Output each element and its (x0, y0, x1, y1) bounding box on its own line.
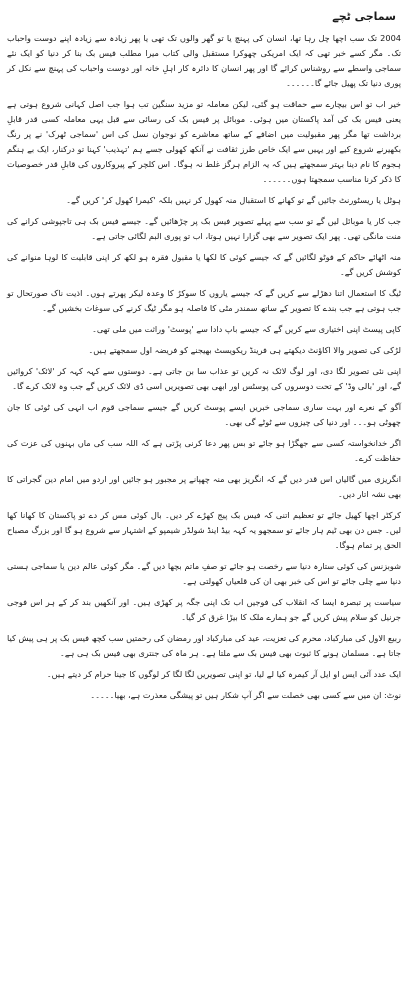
paragraph: انگریزی میں گالیاں اس قدر دیں گے کہ انگریز بھی منہ چھپانے پر مجبور ہو جائیں اور اردو میں امام دین گجراتی کا بھی نشہ اتار دیں۔ (7, 474, 401, 499)
paragraph: خیر اب تو اس بیچارے سے حماقت ہو گئی، لیکن معاملہ تو مزید سنگین تب ہوا جب اصل کہانی شروع ہوتی ہے یعنی فیس بک کی آمد پاکستان میں ہوئی۔ موبائل پر فیس بک کی رسائی سے قبل یہی معاملہ کسی قدر قابلِ برداشت تھا مگر پھر مقبولیت میں اضافے کے ساتھ معاشرے کو نوجوان نسل کی اس 'سماجی ٹھرک' نے پر رنگ بکھیرنے شروع کیے اور یہیں سے ایک خاص طرز ثقافت نے آنکھ کھولی جسے ہم 'تہذیب' کہنا تو درکنار، ایک بے ہنگم ہجوم کا نام دینا بہتر سمجھتے ہیں کہ یہ الزام ہرگز غلط نہ ہوگا۔ اس کلچر کے پیروکاروں کی قابلِ قدر خصوصیات کا ذکر کرنا مناسب سمجھتا ہوں۔۔۔۔۔۔ (7, 99, 401, 184)
paragraph: لڑکی کی تصویر والا اکاؤنٹ دیکھتے ہی فرینڈ ریکویسٹ بھیجنے کو فریضہ اول سمجھتے ہیں۔ (88, 345, 401, 355)
article-title: سماجی ٹچے (332, 10, 396, 23)
paragraph: ٹیگ کا استعمال اتنا دھڑلے سے کریں گے کہ جیسے یاروں کا سوکڑ کا وعدہ لیکر پھرتے ہوں۔ اذیت ناک صورتحال تو جب ہوتی ہے جب بندے کا تصویر کے ساتھ سمندر مٹی کا فاصلہ ہو مگر ٹیگ کرنے کی سوغات بخشیں گے۔ (7, 288, 401, 313)
paragraph: ہوٹل یا ریسٹورنٹ جائیں گے تو کھانے کا استقبال منہ کھول کر نہیں بلکہ 'کیمرا کھول کر' کریں گے۔ (66, 195, 401, 205)
paragraph: جب کار یا موبائل لیں گے تو سب سے پہلے تصویر فیس بک پر چڑھائیں گے۔ جیسے فیس بک ہی تاجپوشی کرانے کی منت مانگی تھی۔ پھر ایک تصویر سے بھی گزارا نہیں ہوتا، اب تو پوری البم لگائی جاتی ہے۔ (7, 216, 401, 241)
paragraph: 2004 تک سب اچھا چل رہا تھا، انسان کی پہنچ یا تو گھر والوں تک تھی یا پھر زیادہ سے زیادہ اپنے دوست واحباب تک۔ مگر کسے خبر تھی کہ ایک امریکی چھوکرا مستقبل والی کتاب میرا مطلب فیس بک بنا کر دنیا کو ایک نئے سماجی واسطے سے روشناس کرائے گا اور پھر انسان کا دائرہ کار اہلِ خانہ اور دوست واحباب کی پہنچ سے نکل کر پوری دنیا تک پھیل جائے گا۔۔۔۔۔۔ (7, 33, 401, 88)
paragraph: اپنی نئی تصویر لگا دی، اور لوگ لائک نہ کریں تو عذاب سا بن جاتی ہے۔ دوستوں سے کہہ کہہ کر 'لائک' کروائیں گے، اور 'بالی وڈ' کے تحت دوسروں کی پوسٹس اور ابھی بھی تصویریں اسی ڈی لائک کریں گے جب وہ لائک کرے گا۔ (7, 366, 401, 391)
paragraph: سیاست پر تبصرہ ایسا کہ انقلاب کی فوجیں اب تک اپنی جگہ پر کھڑی ہیں۔ اور آنکھیں بند کر کے ہر اس فوجی جرنیل کو سلام پیش کریں گے جو ہمارے ملک کا بیڑا غرق کر گیا۔ (7, 597, 401, 622)
footnote: نوٹ: ان میں سے کسی بھی خصلت سے اگر آپ شکار ہیں تو پیشگی معذرت ہے، بھیا۔۔۔۔۔ (90, 690, 401, 700)
paragraph: آگو کے نعرے اور بہت ساری سماجی خبریں ایسے پوسٹ کریں گے جیسے سماجی قوم اب انہی کی ٹوئی کا جان چھوٹی ہو۔۔۔ اور دنیا کی چیزوں سے ٹوٹے گی بھی۔ (7, 402, 401, 427)
paragraph: ربیع الاول کی مبارکباد، محرم کی تعزیت، عید کی مبارکباد اور رمضان کی رحمتیں سب کچھ فیس بک پر ہی پیش کیا جاتا ہے۔ مسلمان ہونے کا ثبوت بھی فیس بک سے ملتا ہے۔ ہر ماہ کی جنتری بھی فیس بک ہی ہے۔ (7, 633, 401, 658)
paragraph: اگر خدانخواستہ کسی سے جھگڑا ہو جائے تو بس پھر دعا کرنی پڑتی ہے کہ اللہ سب کی ماں بہنوں کی عزت کی حفاظت کرے۔ (7, 438, 401, 463)
paragraph: کاپی پیسٹ اپنی اختیاری سے کریں گے کہ جیسے باپ دادا سے 'پوسٹ' وراثت میں ملی تھی۔ (92, 324, 401, 334)
paragraph: کرکٹر اچھا کھیل جائے تو تعظیم اتنی کہ فیس بک پیج کھڑے کر دیں۔ بال کوئی مس کر دے تو پاکستان کا کھانا کھا لیں۔ جس دن بھی ٹیم ہار جائے تو سمجھو یہ کہہ بیڈ اینڈ شولڈر شیمپو کے اشتہار سے شروع ہو گا اور بزرگ مصباح الحق پر تمام ہوگا۔ (7, 510, 401, 550)
paragraph: منہ اٹھائے حاکم کے فوٹو لگائیں گے کہ جیسے کوئی کا لکھا یا مقبول فقرہ ہو لکھ کر اپنی قابلیت کا لوہا منوانے کی کوشش کریں گے۔ (7, 252, 401, 277)
paragraph: شوبزنس کی کوئی ستارہ دنیا سے رخصت ہو جائے تو صفِ ماتم بچھا دیں گے۔ مگر کوئی عالم دین یا سماجی ہستی دنیا سے چلی جائے تو اس کی خبر بھی ان کی قلعیاں کھولتی ہے۔ (7, 561, 401, 586)
paragraph: ایک عدد آئی ایس او ایل آر کیمرہ کیا لے لیا، تو اپنی تصویریں لگا لگا کر لوگوں کا جینا حرام کر دیتے ہیں۔ (46, 669, 401, 679)
